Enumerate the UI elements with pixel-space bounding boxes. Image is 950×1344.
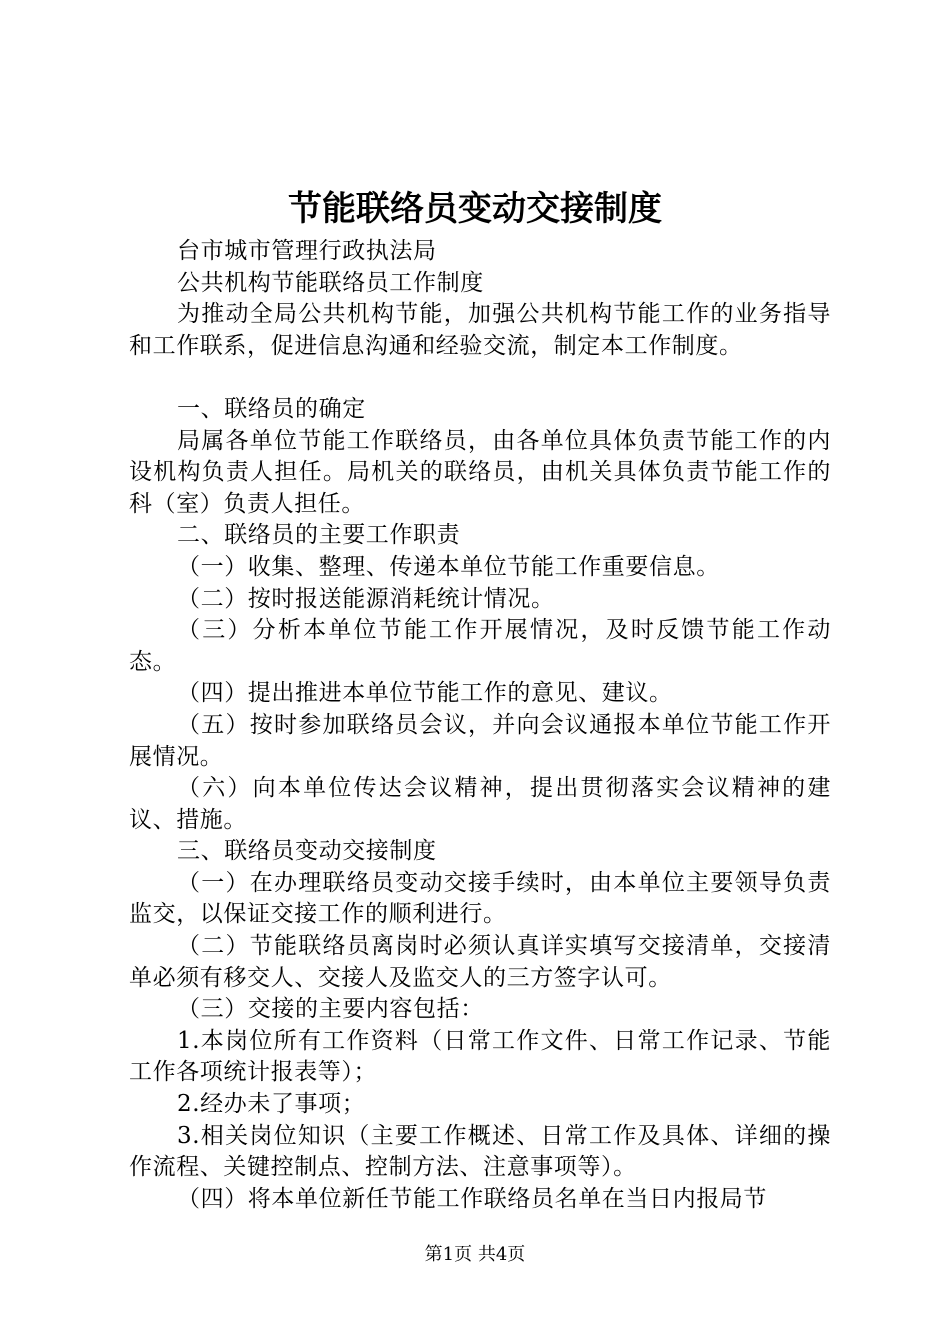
list-item: 3.相关岗位知识（主要工作概述、日常工作及具体、详细的操作流程、关键控制点、控制方法、注意事项等）。 [129,1122,831,1181]
list-item: （二）节能联络员离岗时必须认真详实填写交接清单，交接清单必须有移交人、交接人及监交人的三方签字认可。 [129,933,831,991]
list-item: （三）交接的主要内容包括： [177,996,484,1023]
list-item: （五）按时参加联络员会议，并向会议通报本单位节能工作开展情况。 [129,711,831,770]
paragraph-intro: 为推动全局公共机构节能，加强公共机构节能工作的业务指导和工作联系，促进信息沟通和经验交流，制定本工作制度。 [129,301,831,359]
list-item: （四）将本单位新任节能工作联络员名单在当日内报局节 [177,1185,767,1212]
list-item: （一）在办理联络员变动交接手续时，由本单位主要领导负责监交，以保证交接工作的顺利进行。 [129,869,831,928]
paragraph-gap [129,362,831,394]
list-item: （四）提出推进本单位节能工作的意见、建议。 [177,680,673,707]
list-item: 2.经办未了事项； [177,1091,366,1118]
list-item: （二）按时报送能源消耗统计情况。 [177,585,555,612]
page-number: 第1页 共4页 [424,1244,526,1265]
list-item: （三）分析本单位节能工作开展情况，及时反馈节能工作动态。 [129,617,831,675]
list-item: （一）收集、整理、传递本单位节能工作重要信息。 [177,553,720,580]
list-item: 1.本岗位所有工作资料（日常工作文件、日常工作记录、节能工作各项统计报表等）； [129,1027,831,1086]
section-heading-1: 一、联络员的确定 [177,395,366,422]
paragraph-issuer: 台市城市管理行政执法局 [177,238,437,264]
paragraph: 局属各单位节能工作联络员，由各单位具体负责节能工作的内设机构负责人担任。局机关的联络员，由机关具体负责节能工作的科（室）负责人担任。 [129,427,831,517]
document-body [129,236,831,1215]
list-item: （六）向本单位传达会议精神，提出贯彻落实会议精神的建议、措施。 [129,775,831,833]
document-title: 节能联络员变动交接制度 [288,189,662,229]
section-heading-2: 二、联络员的主要工作职责 [177,522,461,549]
paragraph-subtitle: 公共机构节能联络员工作制度 [177,269,484,296]
section-heading-3: 三、联络员变动交接制度 [177,838,437,865]
